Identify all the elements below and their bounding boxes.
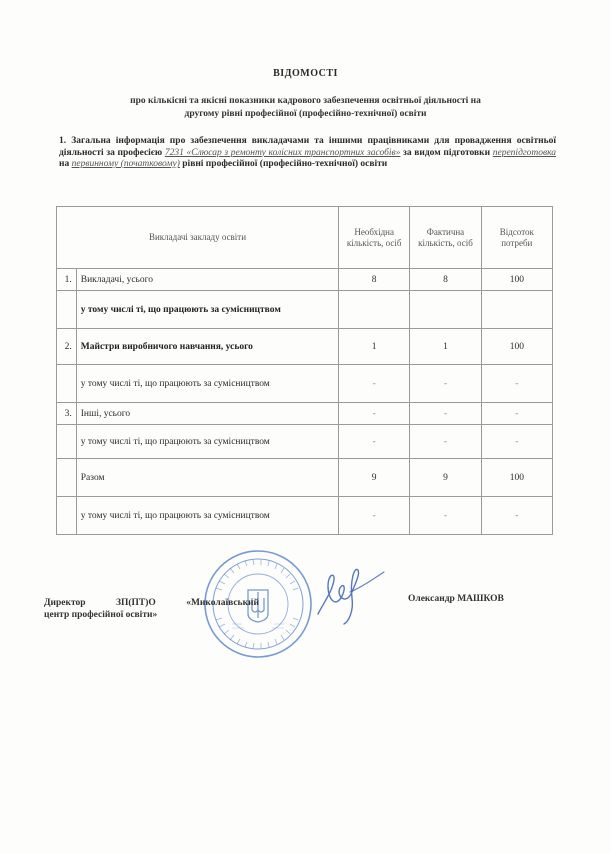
- document-title: ВІДОМОСТІ: [273, 68, 338, 79]
- signatory-word-1: Директор: [44, 598, 86, 608]
- row-number: [57, 497, 77, 535]
- signatory-position: [44, 597, 259, 621]
- row-percent: 100: [481, 269, 552, 291]
- row-actual: 8: [410, 269, 481, 291]
- row-number: [57, 291, 77, 329]
- row-name: Викладачі, усього: [76, 269, 338, 291]
- intro-level: первинному (початковому): [71, 159, 180, 169]
- table-row: [57, 329, 553, 365]
- table-body: [57, 269, 553, 535]
- subtitle-line-1: про кількісні та якісні показники кадрового забезпечення освітньої діяльності на: [130, 96, 481, 106]
- subtitle-line-2: другому рівні професійної (професійно-технічної) освіти: [184, 109, 427, 119]
- row-actual: -: [410, 365, 481, 403]
- row-name: Майстри виробничого навчання, усього: [76, 329, 338, 365]
- row-name: у тому числі ті, що працюють за сумісництвом: [76, 497, 338, 535]
- row-percent: 100: [481, 329, 552, 365]
- intro-training-type: перепідготовка: [492, 147, 557, 158]
- row-actual: -: [410, 403, 481, 425]
- header-percent: Відсоток потреби: [481, 207, 552, 269]
- row-number: [57, 365, 77, 403]
- row-percent: -: [481, 425, 552, 459]
- row-name: у тому числі ті, що працюють за сумісництвом: [76, 425, 338, 459]
- table-row: [57, 497, 553, 535]
- intro-paragraph: [59, 136, 556, 171]
- intro-profession: 7231 «Слюсар з ремонту колісних транспортних засобів»: [164, 147, 401, 158]
- row-percent: -: [481, 497, 552, 535]
- row-actual: 9: [410, 459, 481, 497]
- row-percent: -: [481, 403, 552, 425]
- row-required: -: [339, 425, 410, 459]
- row-required: [339, 291, 410, 329]
- row-percent: [481, 291, 552, 329]
- intro-part-4: рівні професійної (професійно-технічної) освіти: [182, 159, 388, 169]
- staffing-table: [56, 206, 553, 535]
- intro-part-3: на: [59, 159, 70, 169]
- row-actual: -: [410, 425, 481, 459]
- table-row: [57, 425, 553, 459]
- row-percent: 100: [481, 459, 552, 497]
- table-header-row: [57, 207, 553, 269]
- row-required: 1: [339, 329, 410, 365]
- table-row: [57, 291, 553, 329]
- table-row: [57, 365, 553, 403]
- intro-part-2: за видом підготовки: [403, 147, 491, 158]
- intro-part-1: 1. Загальна інформація про забезпечення викладачами та іншими працівниками для провадження освітньої діяльності за професією: [59, 136, 556, 158]
- table-row: [57, 269, 553, 291]
- header-staff: Викладачі закладу освіти: [57, 207, 339, 269]
- row-number: 2.: [57, 329, 77, 365]
- row-required: -: [339, 365, 410, 403]
- row-name: Інші, усього: [76, 403, 338, 425]
- row-number: [57, 425, 77, 459]
- row-name: у тому числі ті, що працюють за сумісництвом: [76, 291, 338, 329]
- row-name: Разом: [76, 459, 338, 497]
- header-actual: Фактична кількість, осіб: [410, 207, 481, 269]
- header-required: Необхідна кількість, осіб: [339, 207, 410, 269]
- table-row: [57, 403, 553, 425]
- row-number: 1.: [57, 269, 77, 291]
- document-subtitle: [40, 95, 571, 121]
- row-actual: [410, 291, 481, 329]
- row-required: 9: [339, 459, 410, 497]
- table-row: [57, 459, 553, 497]
- handwritten-signature: [310, 562, 390, 632]
- row-actual: 1: [410, 329, 481, 365]
- row-actual: -: [410, 497, 481, 535]
- signatory-name: Олександр МАШКОВ: [408, 594, 504, 604]
- signatory-word-3: «Миколаївський: [186, 598, 259, 608]
- row-required: -: [339, 497, 410, 535]
- row-required: -: [339, 403, 410, 425]
- signatory-line-2: центр професійної освіти»: [44, 610, 158, 620]
- row-name: у тому числі ті, що працюють за сумісництвом: [76, 365, 338, 403]
- signatory-word-2: ЗП(ПТ)О: [115, 598, 156, 608]
- row-number: 3.: [57, 403, 77, 425]
- row-required: 8: [339, 269, 410, 291]
- row-number: [57, 459, 77, 497]
- row-percent: -: [481, 365, 552, 403]
